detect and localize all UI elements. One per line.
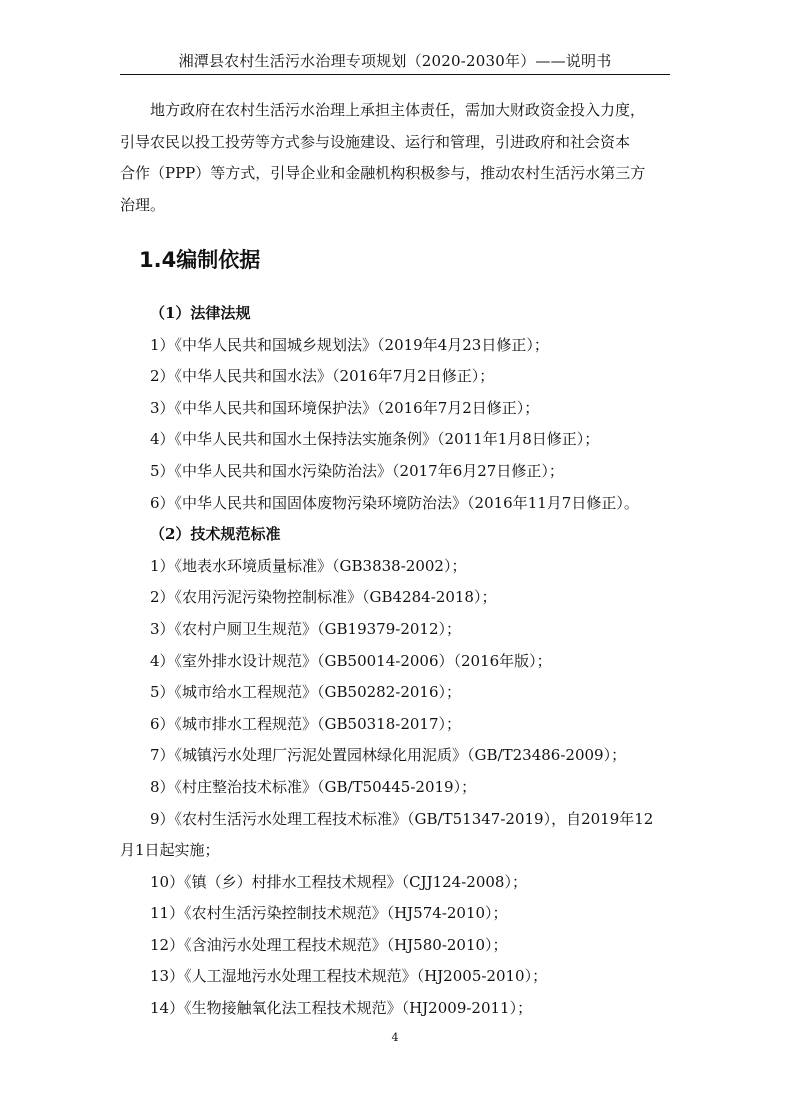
law-item: 1）《中华人民共和国城乡规划法》（2019年4月23日修正）； bbox=[150, 335, 549, 354]
law-item: 5）《中华人民共和国水污染防治法》（2017年6月27日修正）； bbox=[150, 461, 564, 480]
standard-item: 9）《农村生活污水处理工程技术标准》（GB/T51347-2019），自2019年12 bbox=[150, 809, 654, 828]
standard-item: 7）《城镇污水处理厂污泥处置园林绿化用泥质》（GB/T23486-2009）； bbox=[150, 746, 627, 765]
section-heading: 1.4编制依据 bbox=[139, 248, 261, 272]
standard-item: 8）《村庄整治技术标准》（GB/T50445-2019）； bbox=[150, 777, 477, 796]
standard-item: 14）《生物接触氧化法工程技术规范》（HJ2009-2011）； bbox=[150, 999, 533, 1018]
standard-item: 11）《农村生活污染控制技术规范》（HJ574-2010）； bbox=[150, 904, 508, 923]
standard-item: 1）《地表水环境质量标准》（GB3838-2002）； bbox=[150, 556, 467, 575]
laws-heading: （1）法律法规 bbox=[150, 304, 251, 322]
standard-item: 10）《镇（乡）村排水工程技术规程》（CJJ124-2008）； bbox=[150, 872, 527, 891]
law-item: 2）《中华人民共和国水法》（2016年7月2日修正）； bbox=[150, 367, 495, 386]
page-number: 4 bbox=[391, 1031, 399, 1044]
law-item: 3）《中华人民共和国环境保护法》（2016年7月2日修正）； bbox=[150, 398, 540, 417]
standards-heading: （2）技术规范标准 bbox=[150, 525, 281, 544]
standard-item: 2）《农用污泥污染物控制标准》（GB4284-2018）； bbox=[150, 588, 497, 607]
laws-section bbox=[120, 298, 672, 1025]
standard-item: 6）《城市排水工程规范》（GB50318-2017）； bbox=[150, 714, 462, 733]
header-rule bbox=[120, 74, 670, 75]
standard-item: 3）《农村户厕卫生规范》（GB19379-2012）； bbox=[150, 619, 462, 638]
running-header: 湘潭县农村生活污水治理专项规划（2020-2030年）——说明书 bbox=[178, 52, 612, 70]
intro-line: 地方政府在农村生活污水治理上承担主体责任，需加大财政资金投入力度， bbox=[150, 101, 646, 119]
intro-line: 治理。 bbox=[120, 195, 166, 214]
intro-paragraph bbox=[120, 95, 672, 221]
standard-item-continuation: 月1日起实施； bbox=[120, 841, 220, 860]
law-item: 6）《中华人民共和国固体废物污染环境防治法》（2016年11月7日修正）。 bbox=[150, 493, 639, 512]
intro-line: 引导农民以投工投劳等方式参与设施建设、运行和管理，引进政府和社会资本 bbox=[120, 132, 631, 151]
law-item: 4）《中华人民共和国水土保持法实施条例》（2011年1月8日修正）； bbox=[150, 430, 600, 449]
standard-item: 13）《人工湿地污水处理工程技术规范》（HJ2005-2010）； bbox=[150, 967, 548, 986]
intro-line: 合作（PPP）等方式，引导企业和金融机构积极参与，推动农村生活污水第三方 bbox=[120, 164, 646, 182]
standard-item: 4）《室外排水设计规范》（GB50014-2006）（2016年版）； bbox=[150, 651, 552, 670]
standard-item: 12）《含油污水处理工程技术规范》（HJ580-2010）； bbox=[150, 935, 508, 954]
standard-item: 5）《城市给水工程规范》（GB50282-2016）； bbox=[150, 683, 462, 702]
